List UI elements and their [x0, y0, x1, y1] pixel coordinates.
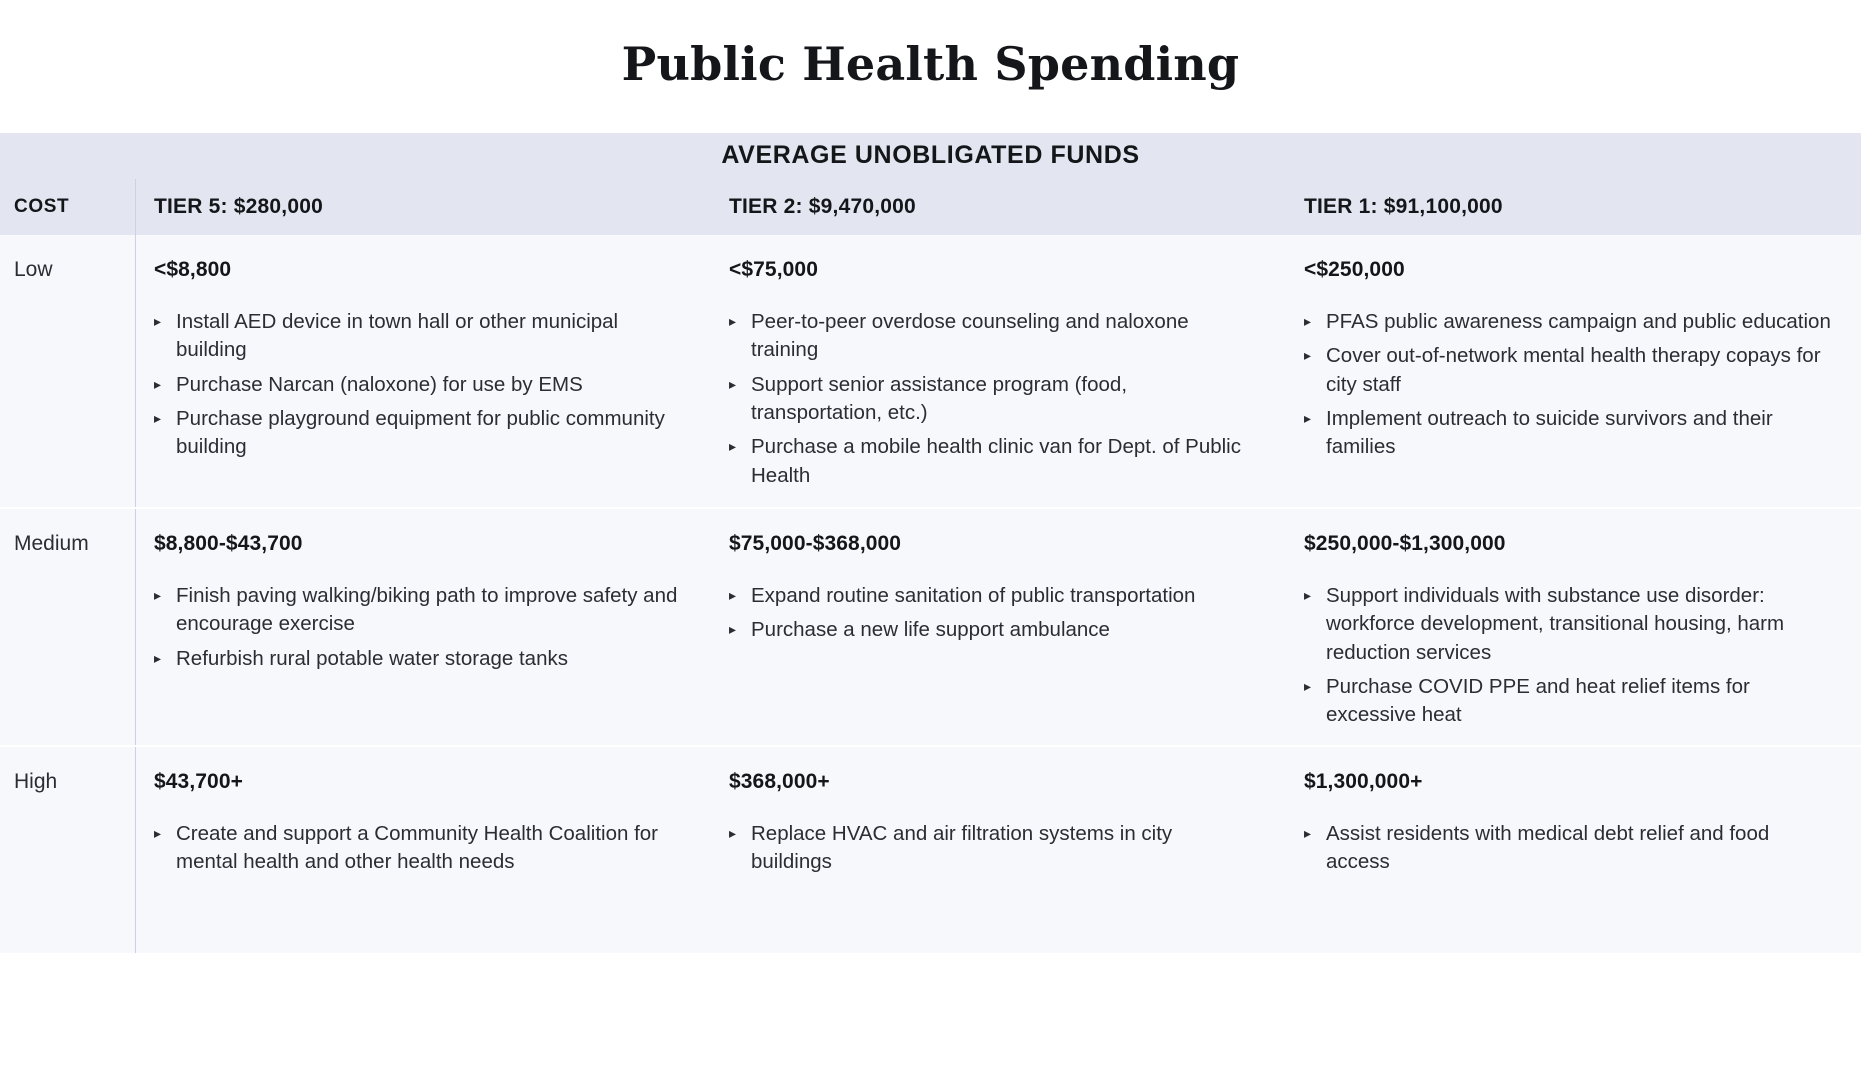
- tier-cell: [711, 509, 1286, 745]
- list-item: [729, 616, 1256, 644]
- title-bar: [0, 0, 1861, 133]
- list-item-label: Purchase COVID PPE and heat relief items for excessive heat: [1326, 675, 1750, 727]
- list-item: [729, 582, 1256, 610]
- spending-option-list: [729, 820, 1256, 877]
- amount-range: $75,000-$368,000: [729, 532, 902, 555]
- triangle-bullet-icon: ▸: [1304, 587, 1312, 604]
- triangle-bullet-icon: ▸: [729, 438, 737, 455]
- tier-cell: [1286, 509, 1861, 745]
- amount-range: $43,700+: [154, 770, 243, 793]
- list-item: [729, 308, 1256, 365]
- table-row: [0, 235, 1861, 507]
- triangle-bullet-icon: ▸: [729, 825, 737, 842]
- list-item: [154, 308, 681, 365]
- column-header-tier-2: TIER 2: $9,470,000: [729, 195, 916, 218]
- cost-level-label: High: [14, 770, 58, 793]
- tier-cell: [135, 509, 711, 745]
- list-item-label: PFAS public awareness campaign and public education: [1326, 310, 1831, 334]
- tier-cell: [1286, 747, 1861, 953]
- amount-range: $250,000-$1,300,000: [1304, 532, 1506, 555]
- list-item-label: Finish paving walking/biking path to improve safety and encourage exercise: [176, 584, 678, 636]
- cost-level-label: Medium: [14, 532, 89, 555]
- triangle-bullet-icon: ▸: [154, 313, 162, 330]
- triangle-bullet-icon: ▸: [154, 410, 162, 427]
- list-item: [154, 645, 681, 673]
- spending-option-list: [154, 582, 681, 673]
- list-item-label: Create and support a Community Health Coalition for mental health and other health needs: [176, 822, 658, 874]
- triangle-bullet-icon: ▸: [729, 621, 737, 638]
- triangle-bullet-icon: ▸: [729, 313, 737, 330]
- tier-cell: [711, 235, 1286, 507]
- triangle-bullet-icon: ▸: [1304, 347, 1312, 364]
- tier-cell: [711, 747, 1286, 953]
- list-item: [1304, 308, 1831, 336]
- amount-range: $1,300,000+: [1304, 770, 1423, 793]
- list-item-label: Refurbish rural potable water storage tanks: [176, 646, 568, 670]
- list-item: [1304, 673, 1831, 730]
- spending-option-list: [1304, 820, 1831, 877]
- list-item: [1304, 405, 1831, 462]
- spending-option-list: [1304, 308, 1831, 461]
- tier-cell: [135, 747, 711, 953]
- triangle-bullet-icon: ▸: [1304, 410, 1312, 427]
- list-item-label: Replace HVAC and air filtration systems in city buildings: [751, 822, 1173, 874]
- triangle-bullet-icon: ▸: [154, 587, 162, 604]
- list-item: [154, 820, 681, 877]
- list-item-label: Cover out-of-network mental health therapy copays for city staff: [1326, 344, 1821, 396]
- tier-cell: [135, 235, 711, 507]
- column-header-cost: COST: [14, 196, 70, 217]
- list-item-label: Purchase a mobile health clinic van for Dept. of Public Health: [751, 435, 1241, 487]
- page-title: Public Health Spending: [621, 36, 1240, 91]
- list-item: [154, 405, 681, 462]
- list-item: [1304, 582, 1831, 667]
- spending-option-list: [729, 582, 1256, 645]
- list-item: [729, 371, 1256, 428]
- list-item-label: Support individuals with substance use disorder: workforce development, transitional housing, harm reduction services: [1326, 584, 1785, 664]
- table-row: [0, 507, 1861, 745]
- triangle-bullet-icon: ▸: [729, 375, 737, 392]
- list-item-label: Install AED device in town hall or other municipal building: [176, 310, 619, 362]
- column-header-tier-1: TIER 1: $91,100,000: [1304, 195, 1503, 218]
- list-item: [729, 433, 1256, 490]
- list-item-label: Purchase a new life support ambulance: [751, 618, 1110, 642]
- list-item: [154, 371, 681, 399]
- amount-range: <$8,800: [154, 258, 232, 281]
- triangle-bullet-icon: ▸: [154, 825, 162, 842]
- triangle-bullet-icon: ▸: [154, 375, 162, 392]
- list-item-label: Peer-to-peer overdose counseling and naloxone training: [751, 310, 1189, 362]
- list-item-label: Expand routine sanitation of public transportation: [751, 584, 1196, 608]
- column-header-tier-5: TIER 5: $280,000: [135, 179, 711, 235]
- triangle-bullet-icon: ▸: [154, 649, 162, 666]
- list-item: [729, 820, 1256, 877]
- list-item-label: Assist residents with medical debt relief and food access: [1326, 822, 1770, 874]
- triangle-bullet-icon: ▸: [729, 587, 737, 604]
- spending-option-list: [729, 308, 1256, 490]
- column-header-row: [0, 179, 1861, 235]
- table-row: [0, 745, 1861, 953]
- amount-range: $368,000+: [729, 770, 830, 793]
- amount-range: <$75,000: [729, 258, 818, 281]
- amount-range: <$250,000: [1304, 258, 1405, 281]
- amount-range: $8,800-$43,700: [154, 532, 303, 555]
- band-title: AVERAGE UNOBLIGATED FUNDS: [721, 141, 1140, 169]
- triangle-bullet-icon: ▸: [1304, 825, 1312, 842]
- table-body: [0, 235, 1861, 953]
- list-item-label: Implement outreach to suicide survivors and their families: [1326, 407, 1773, 459]
- list-item-label: Support senior assistance program (food, transportation, etc.): [751, 372, 1128, 425]
- triangle-bullet-icon: ▸: [1304, 678, 1312, 695]
- list-item: [1304, 342, 1831, 399]
- spending-option-list: [1304, 582, 1831, 729]
- spending-option-list: [154, 820, 681, 877]
- spending-option-list: [154, 308, 681, 461]
- list-item-label: Purchase playground equipment for public community building: [176, 407, 665, 459]
- cost-level-label: Low: [14, 258, 53, 281]
- tier-cell: [1286, 235, 1861, 507]
- table-header-band: [0, 133, 1861, 235]
- triangle-bullet-icon: ▸: [1304, 313, 1312, 330]
- list-item: [154, 582, 681, 639]
- list-item-label: Purchase Narcan (naloxone) for use by EMS: [176, 372, 583, 396]
- list-item: [1304, 820, 1831, 877]
